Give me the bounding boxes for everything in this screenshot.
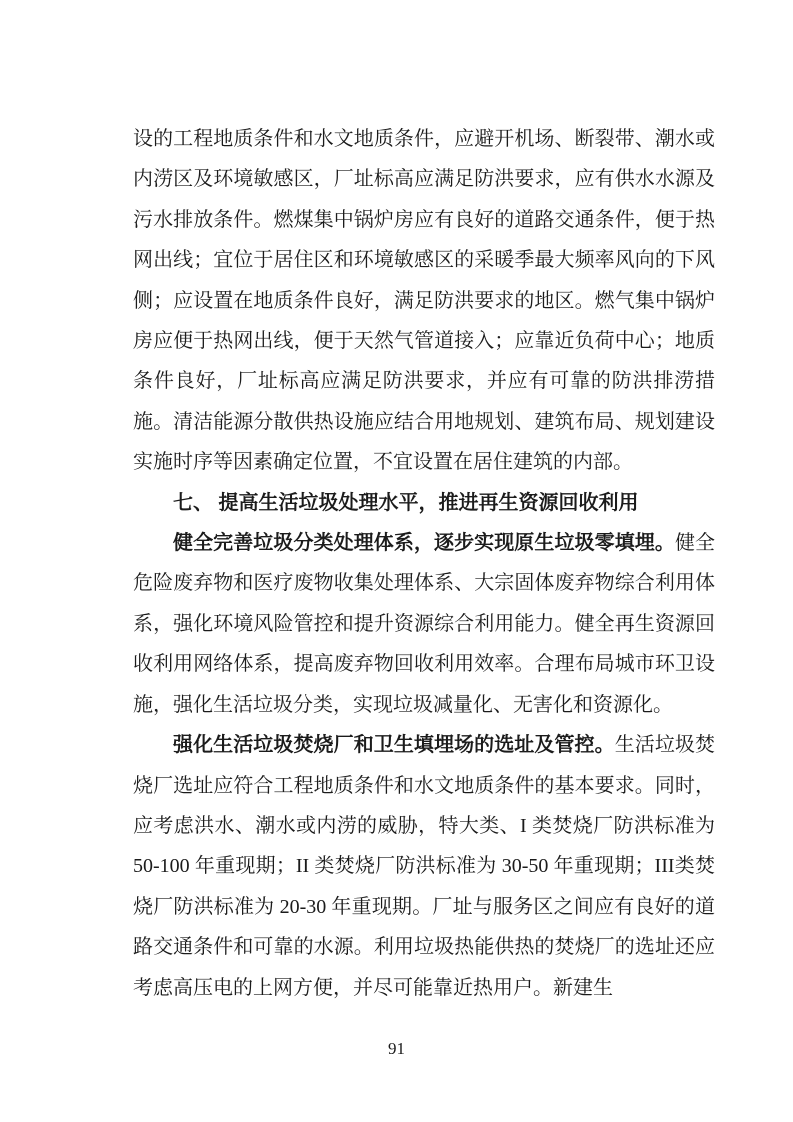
paragraph-continuation: 设的工程地质条件和水文地质条件，应避开机场、断裂带、潮水或内涝区及环境敏感区，厂址标高应满足防洪要求，应有供水水源及污水排放条件。燃煤集中锅炉房应有良好的道路交通条件，便于热网出线；宜位于居住区和环境敏感区的采暖季最大频率风向的下风侧；应设置在地质条件良好，满足防洪要求的地区。燃气集中锅炉房应便于热网出线，便于天然气管道接入；应靠近负荷中心；地质条件良好，厂址标高应满足防洪要求，并应有可靠的防洪排涝措施。清洁能源分散供热设施应结合用地规划、建筑布局、规划建设实施时序等因素确定位置，不宜设置在居住建筑的内部。 (133, 128, 715, 474)
page-number: 91 (388, 1039, 405, 1058)
page-body (133, 119, 715, 1008)
paragraph-waste-classification-body: 健全危险废弃物和医疗废物收集处理体系、大宗固体废弃物综合利用体系，强化环境风险管控和提升资源综合利用能力。健全再生资源回收利用网络体系，提高废弃物回收利用效率。合理布局城市环卫设施，强化生活垃圾分类，实现垃圾减量化、无害化和资源化。 (133, 532, 716, 716)
paragraph-incineration-siting-body: 生活垃圾焚烧厂选址应符合工程地质条件和水文地质条件的基本要求。同时，应考虑洪水、潮水或内涝的威胁，特大类、I 类焚烧厂防洪标准为 50-100 年重现期；II 类焚烧厂防洪标准为 30-50 年重现期；III类焚烧厂防洪标准为 20-30 年重现期。厂址与服务区之间应有良好的道路交通条件和可靠的水源。利用垃圾热能供热的焚烧厂的选址还应考虑高压电的上网方便，并尽可能靠近热用户。新建生 (133, 734, 716, 999)
paragraph-incineration-siting-lead: 强化生活垃圾焚烧厂和卫生填埋场的选址及管控。 (173, 734, 615, 757)
paragraph-waste-classification (133, 523, 715, 725)
paragraph-incineration-siting (133, 725, 715, 1008)
paragraph-waste-classification-lead: 健全完善垃圾分类处理体系，逐步实现原生垃圾零填埋。 (173, 532, 675, 555)
page-footer (0, 1039, 793, 1059)
section-heading: 七、 提高生活垃圾处理水平，推进再生资源回收利用 (173, 491, 639, 514)
